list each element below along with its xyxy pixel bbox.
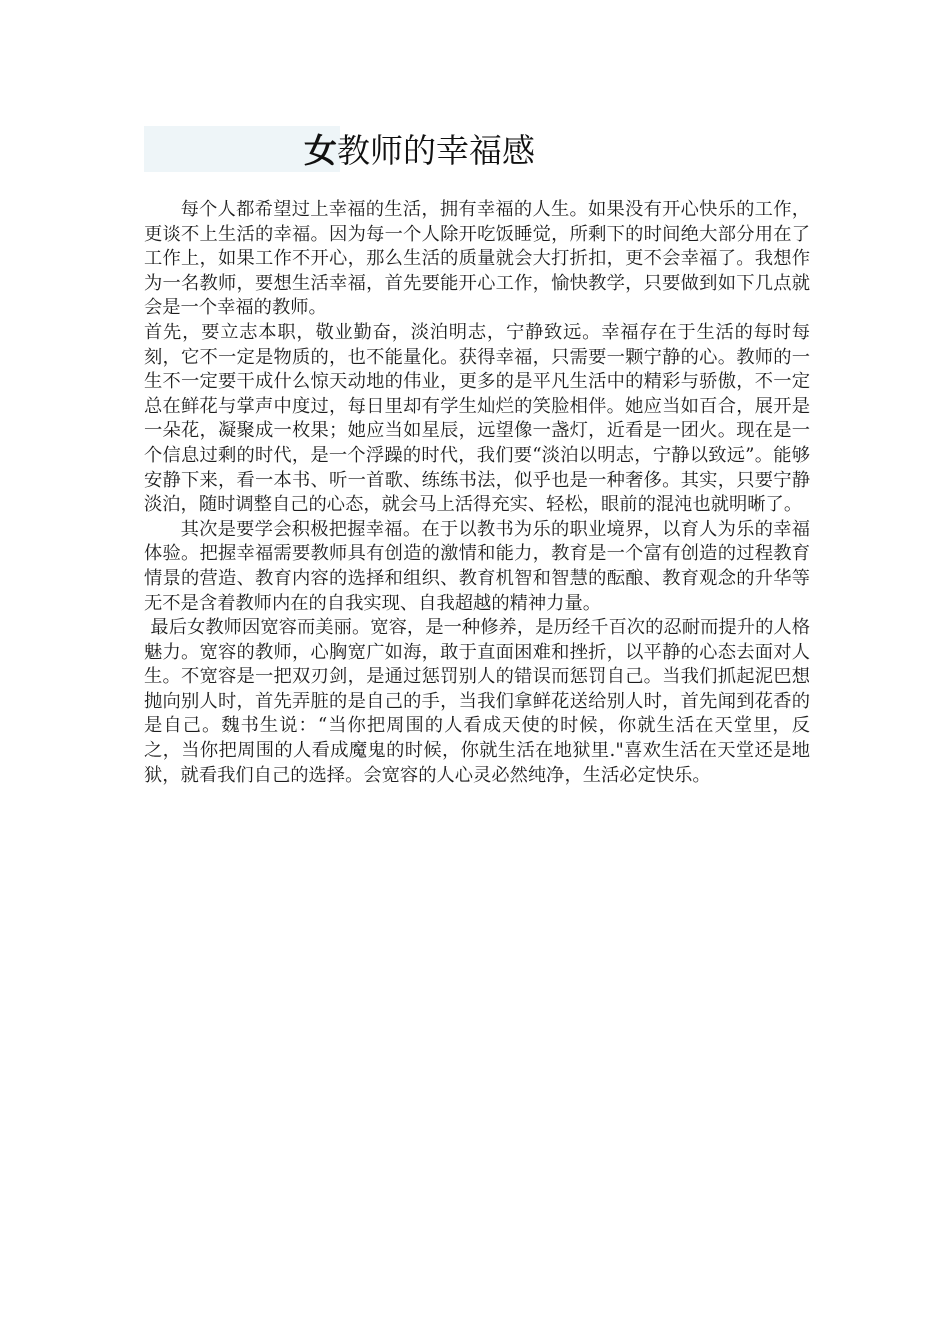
paragraph-second-point: 其次是要学会积极把握幸福。在于以教书为乐的职业境界，以育人为乐的幸福体验。把握幸福需要教师具有创造的激情和能力，教育是一个富有创造的过程教育情景的营造、教育内容的选择和组织、教育机智和智慧的酝酿、教育观念的升华等无不是含着教师内在的自我实现、自我超越的精神力量。 — [144, 518, 810, 614]
paragraph-third-point: 最后女教师因宽容而美丽。宽容，是一种修养，是历经千百次的忍耐而提升的人格魅力。宽容的教师，心胸宽广如海，敢于直面困难和挫折，以平静的心态去面对人生。不宽容是一把双刃剑，是通过惩罚别人的错误而惩罚自己。当我们抓起泥巴想抛向别人时，首先弄脏的是自己的手，当我们拿鲜花送给别人时，首先闻到花香的是自己。魏书生说：“当你把周围的人看成天使的时候，你就生活在天堂里，反之，当你把周围的人看成魔鬼的时候，你就生活在地狱里."喜欢生活在天堂还是地狱，就看我们自己的选择。会宽容的人心灵必然纯净，生活必定快乐。 — [144, 617, 810, 786]
title-rest: 教师的幸福感 — [337, 131, 535, 170]
title-first-char: 女 — [304, 131, 337, 170]
page-title — [304, 128, 535, 174]
article-body — [144, 198, 810, 788]
paragraph-first-point: 首先，要立志本职，敬业勤奋，淡泊明志，宁静致远。幸福存在于生活的每时每刻，它不一定是物质的，也不能量化。获得幸福，只需要一颗宁静的心。教师的一生不一定要干成什么惊天动地的伟业，更多的是平凡生活中的精彩与骄傲，不一定总在鲜花与掌声中度过，每日里却有学生灿烂的笑脸相伴。她应当如百合，展开是一朵花，凝聚成一枚果；她应当如星辰，远望像一盏灯，近看是一团火。现在是一个信息过剩的时代，是一个浮躁的时代，我们要“淡泊以明志，宁静以致远”。能够安静下来，看一本书、听一首歌、练练书法，似乎也是一种奢侈。其实，只要宁静淡泊，随时调整自己的心态，就会马上活得充实、轻松，眼前的混沌也就明晰了。 — [144, 321, 810, 516]
paragraph-intro: 每个人都希望过上幸福的生活，拥有幸福的人生。如果没有开心快乐的工作，更谈不上生活的幸福。因为每一个人除开吃饭睡觉，所剩下的时间绝大部分用在了工作上，如果工作不开心，那么生活的质量就会大打折扣，更不会幸福了。我想作为一名教师，要想生活幸福，首先要能开心工作，愉快教学，只要做到如下几点就会是一个幸福的教师。 — [144, 199, 810, 319]
